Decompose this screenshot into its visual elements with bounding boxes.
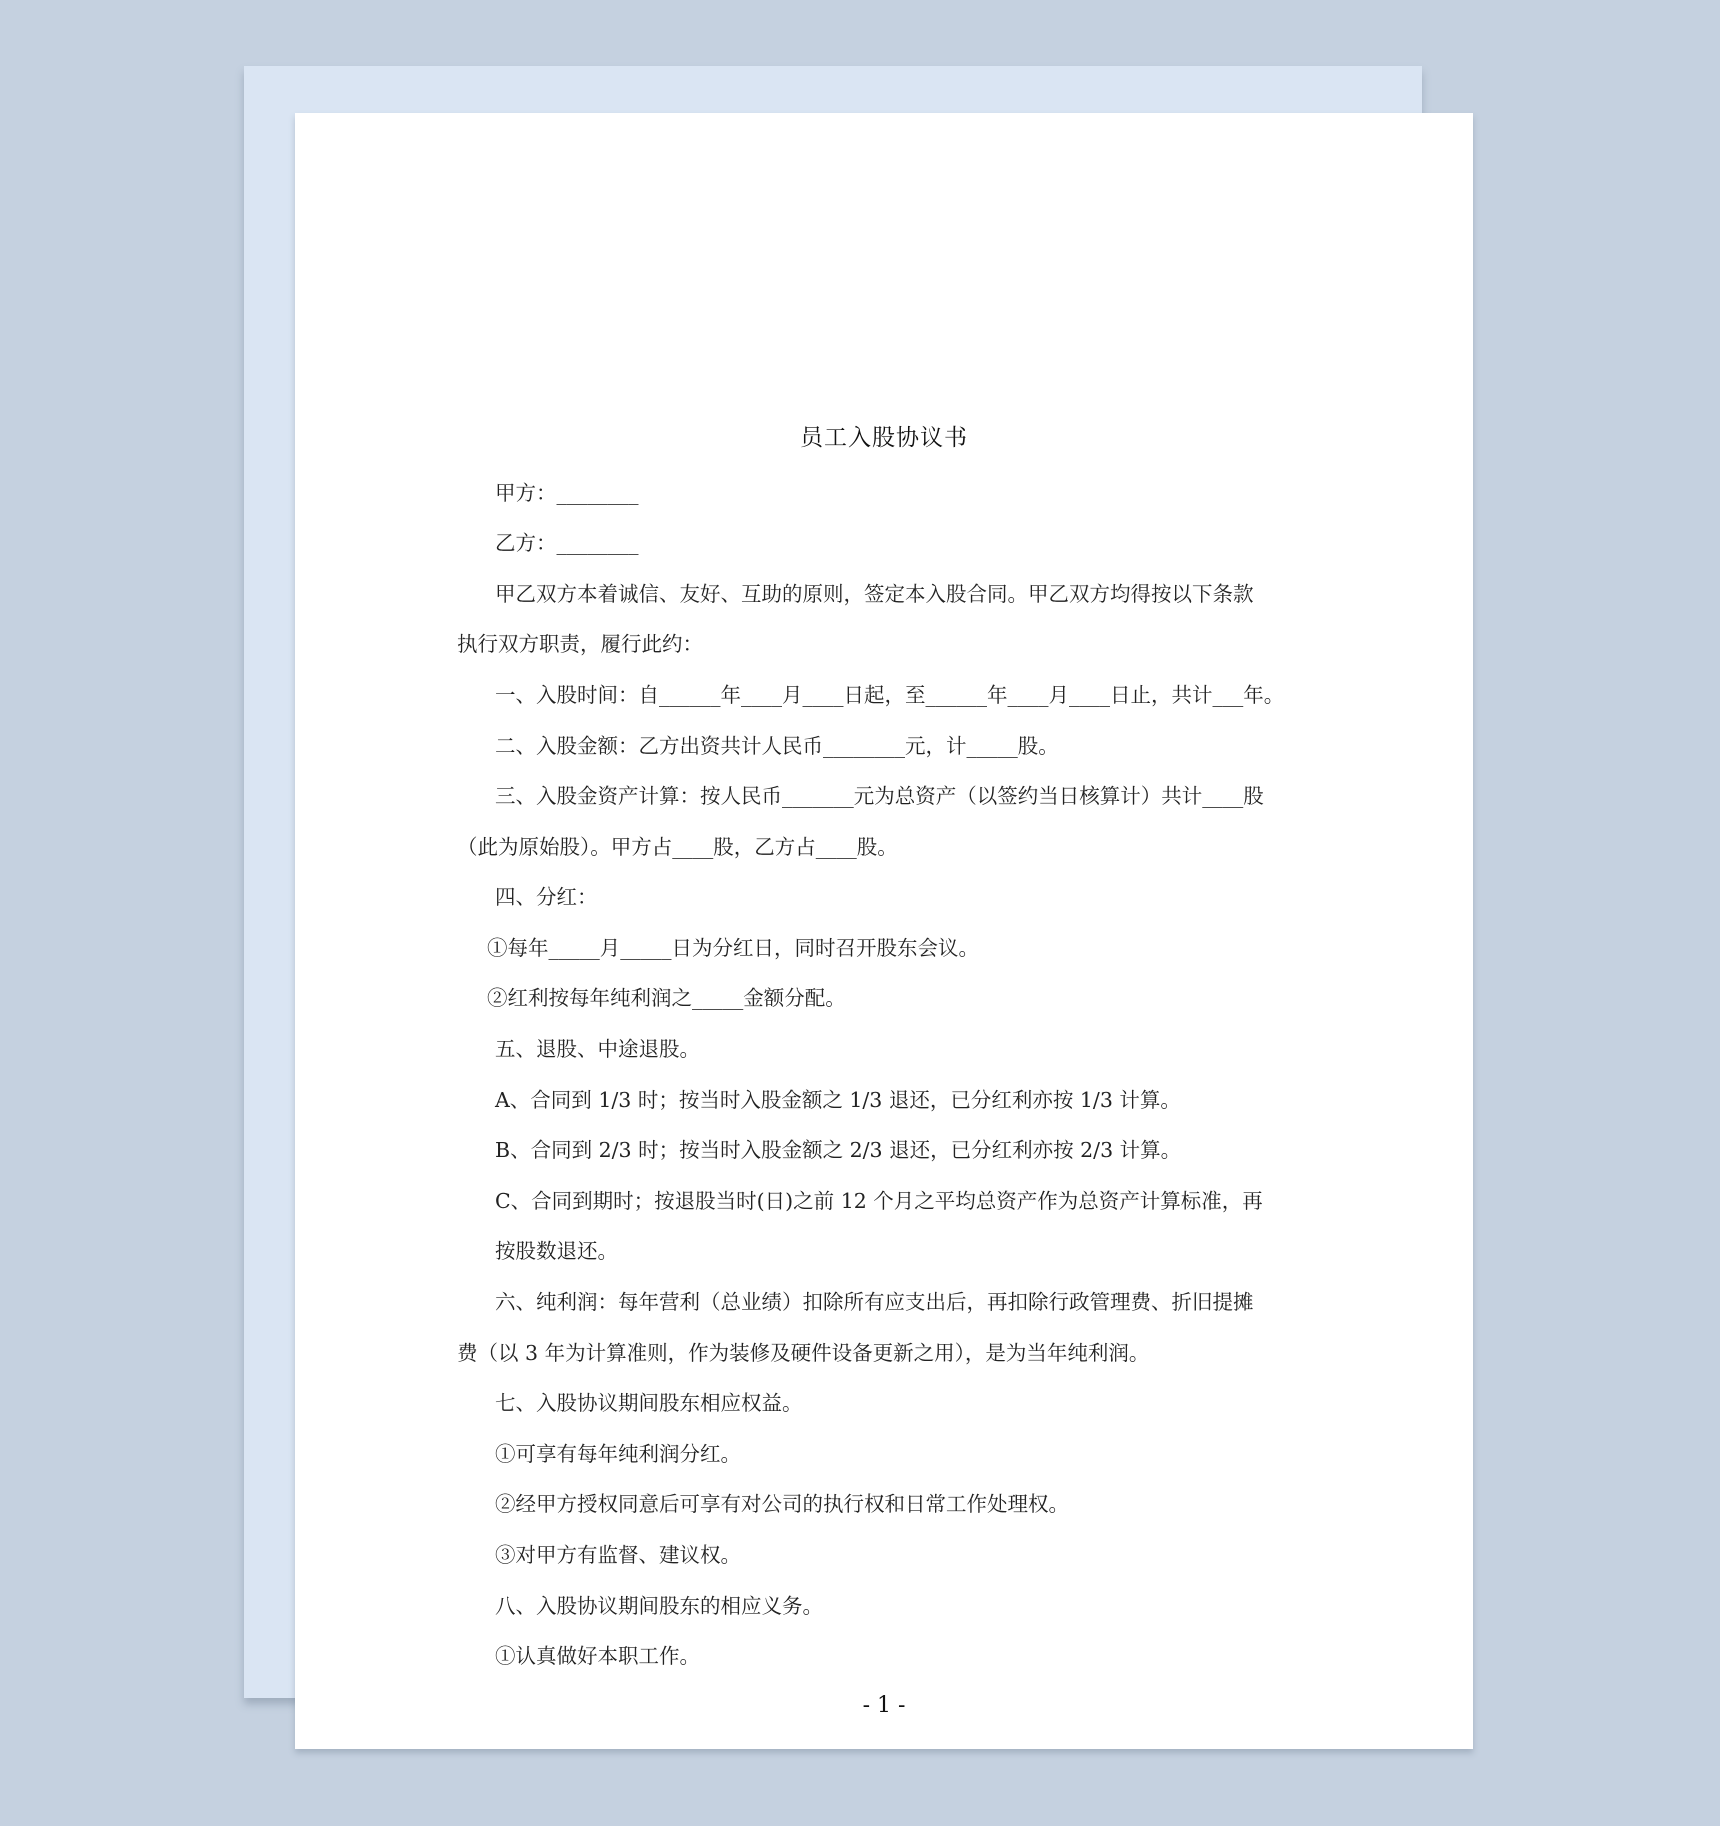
intro-paragraph-line-2: 执行双方职责，履行此约：	[457, 632, 703, 656]
document-page	[295, 113, 1473, 1749]
clause-8-item-1: ①认真做好本职工作。	[495, 1644, 700, 1668]
clause-5-item-a: A、合同到 1/3 时；按当时入股金额之 1/3 退还，已分红利亦按 1/3 计算。	[495, 1088, 1181, 1112]
clause-3-assets-line-2: （此为原始股）。甲方占____股，乙方占____股。	[457, 835, 898, 859]
clause-7-item-2: ②经甲方授权同意后可享有对公司的执行权和日常工作处理权。	[495, 1492, 1069, 1516]
clause-5-withdrawal-heading: 五、退股、中途退股。	[495, 1037, 700, 1061]
clause-4-item-2: ②红利按每年纯利润之_____金额分配。	[487, 986, 846, 1010]
intro-paragraph-line-1: 甲乙双方本着诚信、友好、互助的原则，签定本入股合同。甲乙双方均得按以下条款	[495, 582, 1254, 606]
clause-8-duties-heading: 八、入股协议期间股东的相应义务。	[495, 1594, 823, 1618]
clause-5-item-c-line-2: 按股数退还。	[495, 1239, 618, 1263]
clause-1-term: 一、入股时间：自______年____月____日起，至______年____月____日止，共计___年。	[495, 683, 1285, 707]
page-number: - 1 -	[862, 1693, 906, 1718]
clause-5-item-b: B、合同到 2/3 时；按当时入股金额之 2/3 退还，已分红利亦按 2/3 计算。	[495, 1138, 1182, 1162]
clause-7-item-3: ③对甲方有监督、建议权。	[495, 1543, 741, 1567]
clause-7-rights-heading: 七、入股协议期间股东相应权益。	[495, 1391, 803, 1415]
document-title: 员工入股协议书	[800, 425, 968, 451]
clause-4-dividend-heading: 四、分红：	[495, 885, 598, 909]
clause-6-net-profit-line-2: 费（以 3 年为计算准则，作为装修及硬件设备更新之用），是为当年纯利润。	[457, 1341, 1150, 1365]
clause-5-item-c-line-1: C、合同到期时；按退股当时(日)之前 12 个月之平均总资产作为总资产计算标准，再	[495, 1189, 1263, 1213]
clause-7-item-1: ①可享有每年纯利润分红。	[495, 1442, 741, 1466]
party-b-line: 乙方：________	[495, 531, 639, 555]
clause-2-amount: 二、入股金额：乙方出资共计人民币________元，计_____股。	[495, 734, 1059, 758]
party-a-line: 甲方：________	[495, 481, 639, 505]
clause-3-assets-line-1: 三、入股金资产计算：按人民币_______元为总资产（以签约当日核算计）共计____股	[495, 784, 1264, 808]
clause-6-net-profit-line-1: 六、纯利润：每年营利（总业绩）扣除所有应支出后，再扣除行政管理费、折旧提摊	[495, 1290, 1254, 1314]
clause-4-item-1: ①每年_____月_____日为分红日，同时召开股东会议。	[487, 936, 979, 960]
